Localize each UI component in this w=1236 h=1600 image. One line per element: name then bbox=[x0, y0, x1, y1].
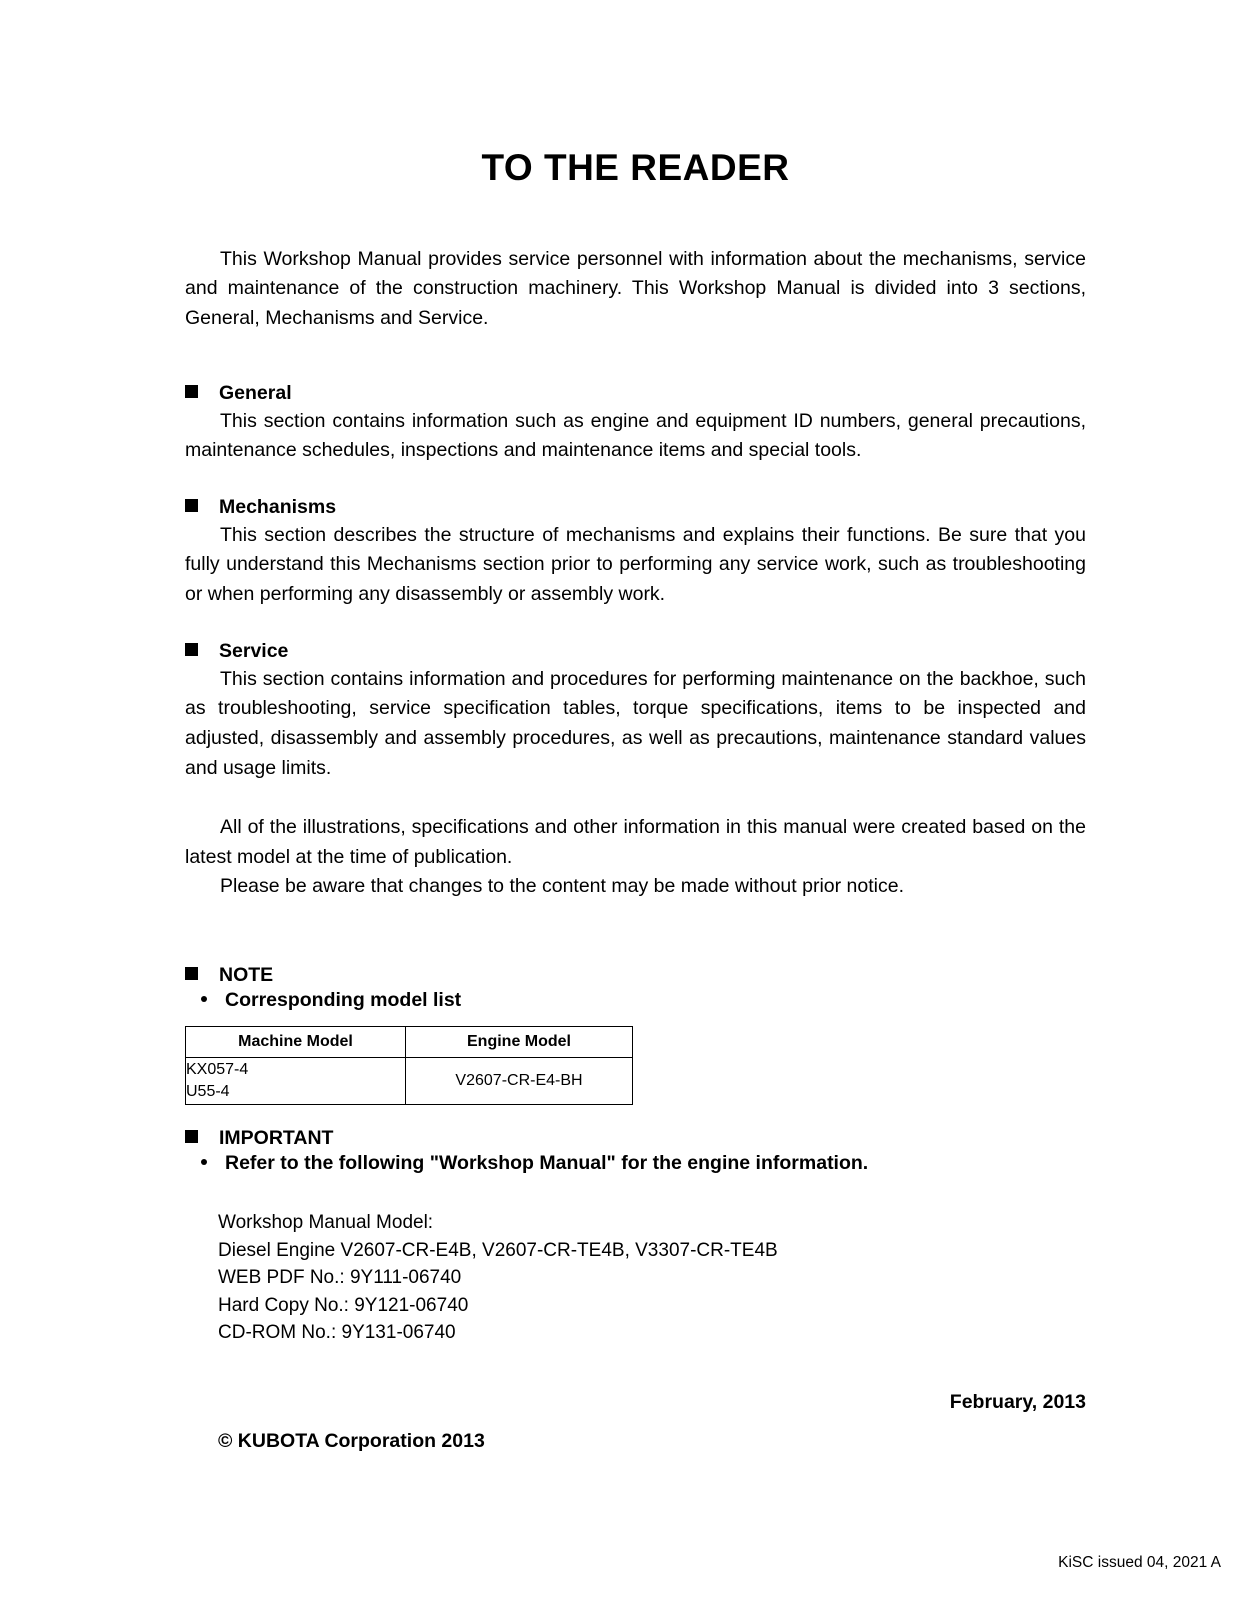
table-cell-machine-model bbox=[186, 1058, 406, 1105]
spacer bbox=[185, 334, 1086, 382]
machine-model-line-1: KX057-4 bbox=[186, 1061, 249, 1079]
section-heading-service bbox=[185, 640, 1086, 663]
spacer bbox=[185, 902, 1086, 964]
sub-heading-refer-workshop-manual bbox=[185, 1152, 1086, 1175]
info-line-hard-copy-no: Hard Copy No.: 9Y121-06740 bbox=[218, 1294, 469, 1316]
section-label-note: NOTE bbox=[219, 964, 274, 987]
page-footer: KiSC issued 04, 2021 A bbox=[1058, 1554, 1221, 1571]
table-row bbox=[186, 1058, 633, 1105]
table-header-row bbox=[186, 1027, 633, 1058]
spacer bbox=[185, 1105, 1086, 1127]
section-label-service: Service bbox=[219, 639, 289, 662]
table-header-engine-model: Engine Model bbox=[406, 1027, 633, 1058]
sub-heading-corresponding-model-list bbox=[185, 989, 1086, 1012]
section-label-mechanisms: Mechanisms bbox=[219, 495, 337, 518]
section-label-important: IMPORTANT bbox=[219, 1127, 334, 1150]
dot-bullet-icon bbox=[201, 996, 207, 1002]
intro-paragraph: This Workshop Manual provides service personnel with information about the mechanisms, service and maintenance of the construction machinery. This Workshop Manual is divided into 3 sections, General, Mechanisms and Service. bbox=[185, 247, 1086, 329]
table-cell-engine-model: V2607-CR-E4-BH bbox=[406, 1058, 633, 1105]
dot-bullet-icon bbox=[201, 1159, 207, 1165]
workshop-manual-info-block bbox=[185, 1209, 1086, 1347]
info-line-workshop-manual-model: Workshop Manual Model: bbox=[218, 1212, 434, 1234]
square-bullet-icon bbox=[185, 499, 198, 512]
sub-label-refer-workshop-manual: Refer to the following "Workshop Manual" for the engine information. bbox=[225, 1152, 869, 1175]
section-heading-general bbox=[185, 382, 1086, 405]
section-heading-note bbox=[185, 964, 1086, 987]
square-bullet-icon bbox=[185, 643, 198, 656]
closing-paragraph-1: All of the illustrations, specifications and other information in this manual were created based on the latest model at the time of publication. bbox=[185, 816, 1086, 868]
machine-model-line-2: U55-4 bbox=[186, 1083, 230, 1101]
copyright-notice: © KUBOTA Corporation 2013 bbox=[218, 1429, 485, 1452]
section-body-general: This section contains information such as engine and equipment ID numbers, general precautions, maintenance schedules, inspections and maintenance items and special tools. bbox=[185, 409, 1086, 462]
section-label-general: General bbox=[219, 381, 292, 404]
info-line-web-pdf-no: WEB PDF No.: 9Y111-06740 bbox=[218, 1267, 462, 1289]
spacer bbox=[185, 783, 1086, 813]
section-body-service: This section contains information and procedures for performing maintenance on the backhoe, such as troubleshooting, service specification tables, torque specifications, items to be inspected and adjusted, disassembly and assembly procedures, as well as precautions, maintenance standard values and usage limits. bbox=[185, 667, 1086, 779]
spacer bbox=[185, 610, 1086, 640]
publication-date: February, 2013 bbox=[949, 1390, 1086, 1413]
sub-label-corresponding-model-list: Corresponding model list bbox=[225, 989, 462, 1012]
square-bullet-icon bbox=[185, 967, 198, 980]
square-bullet-icon bbox=[185, 385, 198, 398]
spacer bbox=[185, 466, 1086, 496]
section-heading-mechanisms bbox=[185, 496, 1086, 519]
section-heading-important bbox=[185, 1127, 1086, 1150]
info-line-diesel-engine: Diesel Engine V2607-CR-E4B, V2607-CR-TE4B, V3307-CR-TE4B bbox=[218, 1239, 778, 1261]
page-title: TO THE READER bbox=[481, 147, 790, 188]
table-header-machine-model: Machine Model bbox=[186, 1027, 406, 1058]
corresponding-model-table bbox=[185, 1026, 633, 1105]
section-body-mechanisms: This section describes the structure of mechanisms and explains their functions. Be sure that you fully understand this Mechanisms section prior to performing any service work, such as troubleshooting or when performing any disassembly or assembly work. bbox=[185, 523, 1086, 606]
document-content bbox=[185, 148, 1086, 1453]
square-bullet-icon bbox=[185, 1130, 198, 1143]
closing-paragraph-2: Please be aware that changes to the content may be made without prior notice. bbox=[220, 875, 904, 898]
info-line-cd-rom-no: CD-ROM No.: 9Y131-06740 bbox=[218, 1322, 456, 1344]
